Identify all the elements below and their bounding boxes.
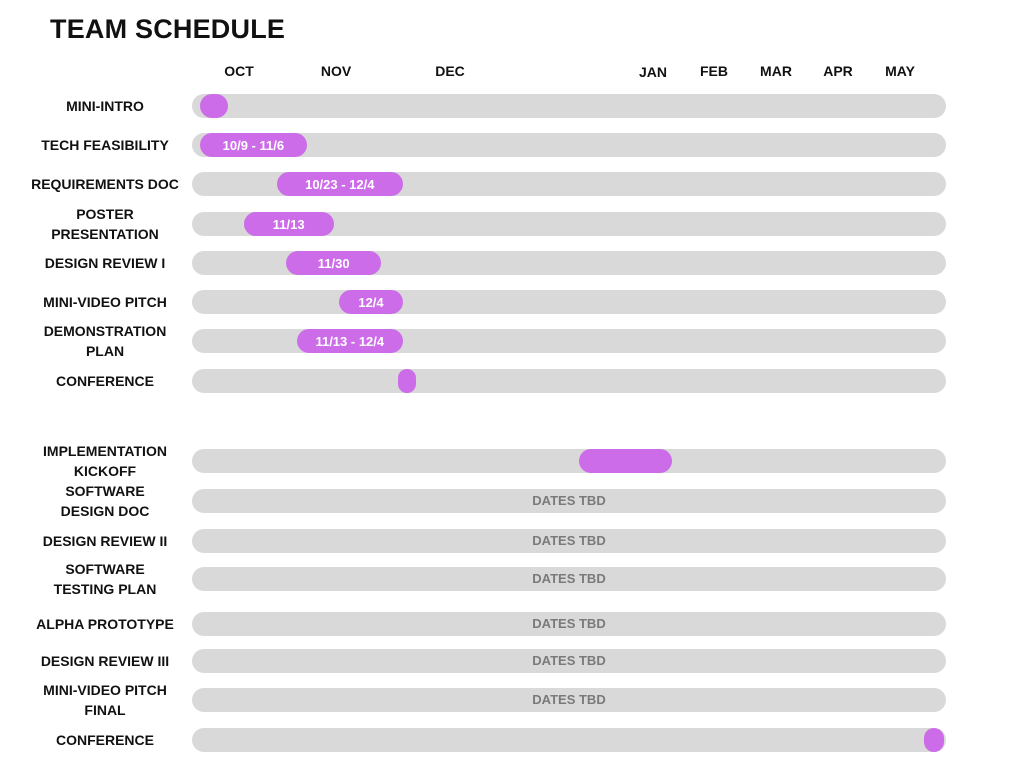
dates-tbd-label: DATES TBD (532, 533, 606, 548)
row-track (192, 290, 946, 314)
dates-tbd-label: DATES TBD (532, 493, 606, 508)
month-label-may: MAY (885, 63, 915, 79)
task-bar: 11/13 - 12/4 (297, 329, 403, 353)
row-track (192, 251, 946, 275)
dates-tbd-label: DATES TBD (532, 616, 606, 631)
dates-tbd-label: DATES TBD (532, 571, 606, 586)
task-bar: 11/30 (286, 251, 381, 275)
row-label: REQUIREMENTS DOC (31, 176, 179, 192)
row-label: MINI-VIDEO PITCH FINAL (43, 682, 167, 718)
row-label: MINI-VIDEO PITCH (43, 294, 167, 310)
row-label: DESIGN REVIEW III (40, 653, 170, 669)
row-track (192, 567, 946, 591)
row-label: SOFTWARE DESIGN DOC (60, 483, 150, 519)
row-label: ALPHA PROTOTYPE (36, 616, 174, 632)
dates-tbd-label: DATES TBD (532, 653, 606, 668)
row-label: POSTER PRESENTATION (51, 206, 159, 242)
task-bar (579, 449, 672, 473)
row-label: CONFERENCE (55, 732, 154, 748)
month-label-feb: FEB (700, 63, 728, 79)
row-track (192, 688, 946, 712)
month-label-dec: DEC (435, 63, 465, 79)
row-track (192, 489, 946, 513)
row-label: CONFERENCE (55, 373, 154, 389)
task-bar: 10/23 - 12/4 (277, 172, 403, 196)
row-track (192, 94, 946, 118)
task-bar: 11/13 (244, 212, 334, 236)
row-track (192, 612, 946, 636)
row-track (192, 329, 946, 353)
row-track (192, 172, 946, 196)
task-bar (200, 94, 228, 118)
row-track (192, 133, 946, 157)
row-label: DESIGN REVIEW I (44, 255, 166, 271)
task-bar (924, 728, 943, 752)
row-label: DESIGN REVIEW II (42, 533, 168, 549)
row-track (192, 212, 946, 236)
row-track (192, 529, 946, 553)
row-track (192, 369, 946, 393)
month-label-oct: OCT (224, 63, 254, 79)
row-label: TECH FEASIBILITY (41, 137, 169, 153)
page-title: TEAM SCHEDULE (50, 14, 286, 44)
row-label: SOFTWARE TESTING PLAN (53, 561, 157, 597)
row-track (192, 649, 946, 673)
row-label: IMPLEMENTATION KICKOFF (43, 443, 167, 479)
month-label-jan: JAN (638, 64, 668, 80)
month-label-apr: APR (823, 63, 853, 79)
row-label: MINI-INTRO (66, 98, 144, 114)
task-bar: 10/9 - 11/6 (200, 133, 308, 157)
task-bar (398, 369, 417, 393)
row-track (192, 449, 946, 473)
task-bar: 12/4 (339, 290, 403, 314)
month-label-mar: MAR (760, 63, 792, 79)
dates-tbd-label: DATES TBD (532, 692, 606, 707)
month-label-nov: NOV (320, 63, 352, 79)
row-track (192, 728, 946, 752)
row-label: DEMONSTRATION PLAN (43, 323, 167, 359)
